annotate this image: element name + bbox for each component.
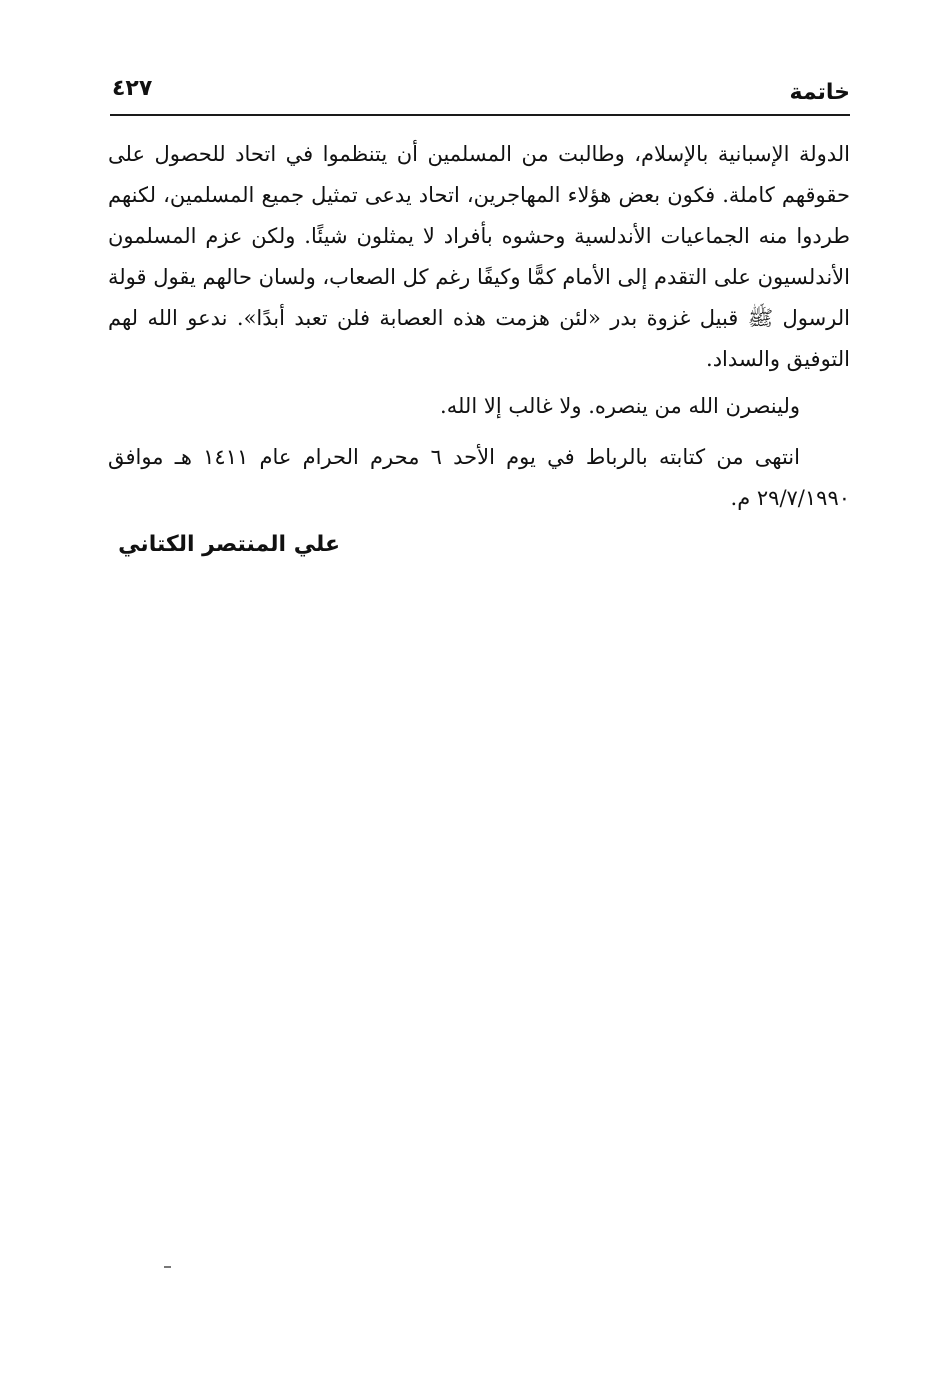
paragraph: انتهى من كتابته بالرباط في يوم الأحد ٦ محرم الحرام عام ١٤١١ هـ موافق ٢٩/٧/١٩٩٠ م. [108, 445, 850, 510]
chapter-title: خاتمة [789, 80, 850, 105]
header-rule [110, 114, 850, 116]
author-signature: علي المنتصر الكتاني [118, 532, 340, 557]
scan-speck [164, 1266, 171, 1268]
page-number: ٤٢٧ [112, 76, 153, 101]
paragraph: الدولة الإسبانية بالإسلام، وطالبت من المسلمين أن يتنظموا في اتحاد للحصول على حقوقهم كاملة. فكون بعض هؤلاء المهاجرين، اتحاد يدعى تمثيل جميع المسلمين، لكنهم طردوا منه الجماعيات الأندلسية وحشوه بأفراد لا يمثلون شيئًا. ولكن عزم المسلمون الأندلسيون على التقدم إلى الأمام كمًّا وكيفًا رغم كل الصعاب، ولسان حالهم يقول قولة الرسول ﷺ قبيل غزوة بدر «لئن هزمت هذه العصابة فلن تعبد أبدًا». ندعو الله لهم التوفيق والسداد. [108, 142, 850, 371]
running-header [112, 74, 850, 104]
body-text [108, 134, 850, 519]
paragraph: ولينصرن الله من ينصره. ولا غالب إلا الله. [440, 394, 800, 418]
